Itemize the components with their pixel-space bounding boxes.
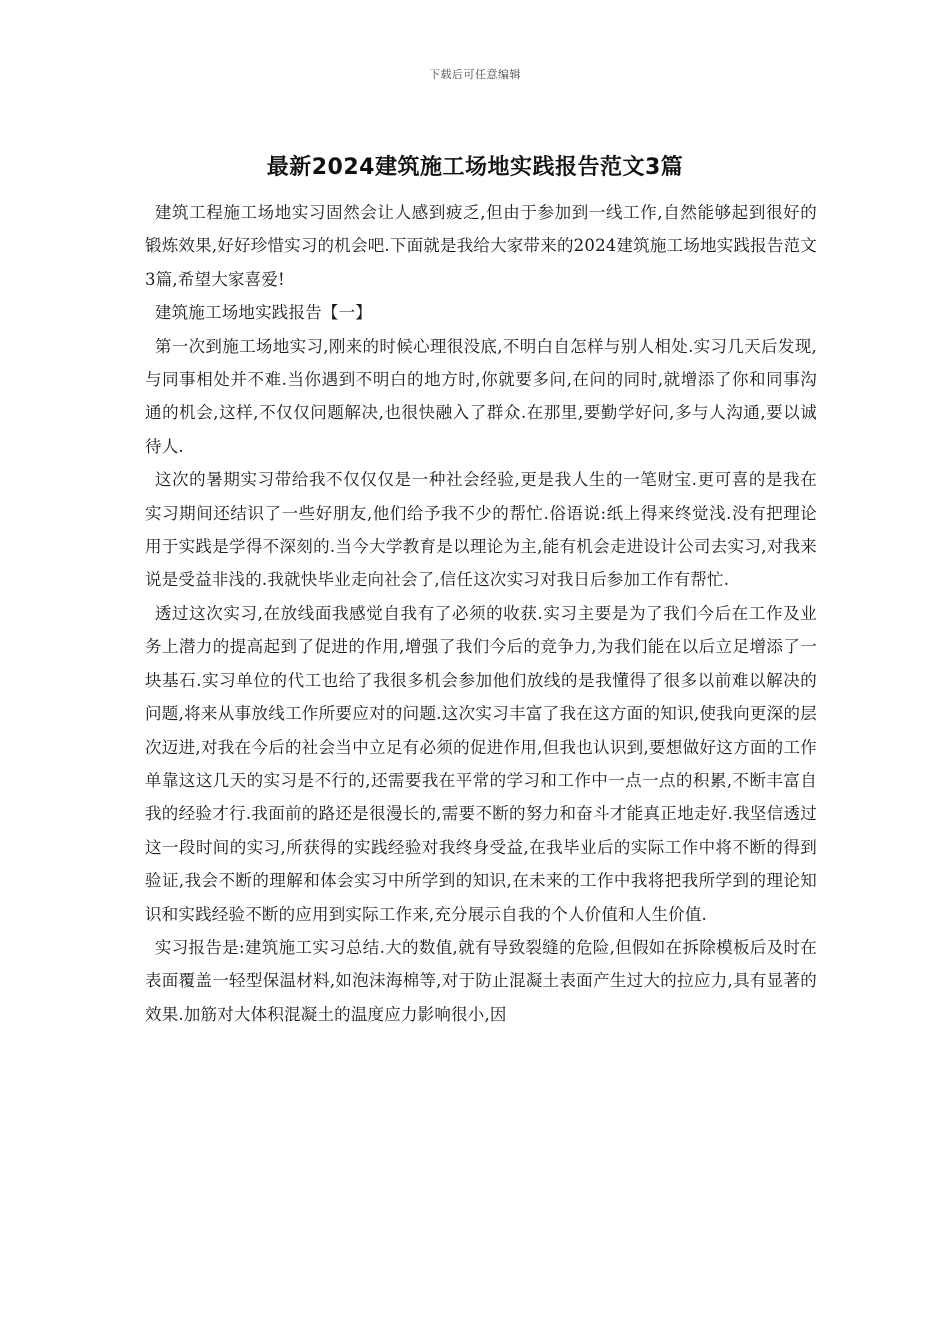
body-paragraph: 实习报告是:建筑施工实习总结.大的数值,就有导致裂缝的危险,但假如在拆除模板后及时在表面覆盖一轻型保温材料,如泡沫海棉等,对于防止混凝土表面产生过大的拉应力,具有显著的效果.加筋对大体积混凝土的温度应力影响很小,因 bbox=[145, 937, 817, 1024]
body-paragraph: 透过这次实习,在放线面我感觉自我有了必须的收获.实习主要是为了我们今后在工作及业务上潜力的提高起到了促进的作用,增强了我们今后的竞争力,为我们能在以后立足增添了一块基石.实习单位的代工也给了我很多机会参加他们放线的是我懂得了很多以前难以解决的问题,将来从事放线工作所要应对的问题.这次实习丰富了我在这方面的知识,使我向更深的层次迈进,对我在今后的社会当中立足有必须的促进作用,但我也认识到,要想做好这方面的工作单靠这这几天的实习是不行的,还需要我在平常的学习和工作中一点一点的积累,不断丰富自我的经验才行.我面前的路还是很漫长的,需要不断的努力和奋斗才能真正地走好.我坚信透过这一段时间的实习,所获得的实践经验对我终身受益,在我毕业后的实际工作中将不断的得到验证,我会不断的理解和体会实习中所学到的知识,在未来的工作中我将把我所学到的理论知识和实践经验不断的应用到实际工作来,充分展示自我的个人价值和人生价值. bbox=[145, 603, 817, 924]
body-paragraph: 这次的暑期实习带给我不仅仅仅是一种社会经验,更是我人生的一笔财宝.更可喜的是我在实习期间还结识了一些好朋友,他们给予我不少的帮忙.俗语说:纸上得来终觉浅.没有把理论用于实践是学得不深刻的.当今大学教育是以理论为主,能有机会走进设计公司去实习,对我来说是受益非浅的.我就快毕业走向社会了,信任这次实习对我日后参加工作有帮忙. bbox=[145, 470, 817, 590]
section-heading: 建筑施工场地实践报告【一】 bbox=[154, 303, 372, 323]
intro-paragraph: 建筑工程施工场地实习固然会让人感到疲乏,但由于参加到一线工作,自然能够起到很好的锻炼效果,好好珍惜实习的机会吧.下面就是我给大家带来的2024建筑施工场地实践报告范文3篇,希望大家喜爱! bbox=[145, 203, 817, 289]
header-note: 下载后可任意编辑 bbox=[429, 68, 521, 81]
document-body bbox=[145, 196, 817, 1031]
document-title: 最新2024建筑施工场地实践报告范文3篇 bbox=[266, 155, 684, 180]
body-paragraph: 第一次到施工场地实习,刚来的时候心理很没底,不明白自怎样与别人相处.实习几天后发现,与同事相处并不难.当你遇到不明白的地方时,你就要多问,在问的同时,就增添了你和同事沟通的机会,这样,不仅仅问题解决,也很快融入了群众.在那里,要勤学好问,多与人沟通,要以诚待人. bbox=[145, 336, 817, 456]
